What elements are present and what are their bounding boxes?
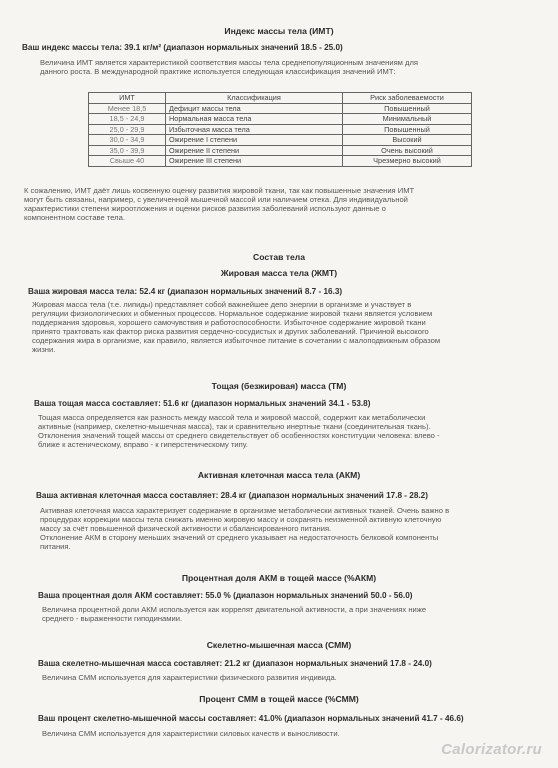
smm-result: Ваша скелетно-мышечная масса составляет: 21.2 кг (диапазон нормальных значений 17.8 - 24.0) (38, 659, 432, 668)
table-cell: Очень высокий (343, 145, 472, 156)
table-row (89, 135, 472, 146)
bmi-intro: Величина ИМТ является характеристикой соответствия массы тела среднепопуляционным значениям для данного роста. В международной практике используется следующая классификация значений ИМТ: (40, 58, 418, 77)
bmi-note: К сожалению, ИМТ даёт лишь косвенную оценку развития жировой ткани, так как повышенные значения ИМТ могут быть связаны, например, с увеличенной мышечной массой или наличием отека. Для индивидуальной характеристики степени жироотложения и оценки рисков развития заболеваний используют данные о компонентном составе тела. (24, 186, 415, 223)
smm-pct-title: Процент СММ в тощей массе (%СММ) (199, 694, 359, 704)
table-cell: Минимальный (343, 114, 472, 125)
bmi-title: Индекс массы тела (ИМТ) (224, 26, 334, 36)
acm-title: Активная клеточная масса тела (АКМ) (197, 470, 361, 480)
fat-title: Жировая масса тела (ЖМТ) (220, 268, 338, 278)
table-cell: Ожирение I степени (166, 135, 343, 146)
table-cell: 30,0 - 34,9 (89, 135, 166, 146)
fat-text: Жировая масса тела (т.е. липиды) представляет собой важнейшее депо энергии в организме и участвует в регуляции физиологических и обменных процессов. Нормальное содержание жировой ткани является условием поддержания здоровья, хорошего самочувствия и работоспособности. Избыточное содержание жировой ткани принято трактовать как фактор риска развития сердечно-сосудистых и других заболеваний. Причиной высокого содержания жира в организме, как правило, является избыточное питание в сочетании с малоподвижным образом жизни. (32, 300, 441, 355)
table-header-row (89, 93, 472, 104)
table-row (89, 103, 472, 114)
watermark: Calorizator.ru (441, 741, 542, 758)
lean-title: Тощая (безжировая) масса (ТМ) (211, 381, 347, 391)
table-row (89, 156, 472, 167)
table-row (89, 145, 472, 156)
table-cell: Высокий (343, 135, 472, 146)
acm-result: Ваша активная клеточная масса составляет: 28.4 кг (диапазон нормальных значений 17.8 - 28.2) (36, 491, 428, 500)
fat-result: Ваша жировая масса тела: 52.4 кг (диапазон нормальных значений 8.7 - 16.3) (28, 287, 343, 296)
table-header: ИМТ (89, 93, 166, 104)
table-row (89, 124, 472, 135)
table-cell: Повышенный (343, 124, 472, 135)
table-cell: 35,0 - 39,9 (89, 145, 166, 156)
table-cell: Свыше 40 (89, 156, 166, 167)
smm-title: Скелетно-мышечная масса (СММ) (206, 640, 352, 650)
table-cell: 18,5 - 24,9 (89, 114, 166, 125)
acm-pct-result: Ваша процентная доля АКМ составляет: 55.0 % (диапазон нормальных значений 50.0 - 56.0) (38, 591, 413, 600)
acm-pct-title: Процентная доля АКМ в тощей массе (%АКМ) (181, 573, 377, 583)
table-cell: Ожирение III степени (166, 156, 343, 167)
bmi-result: Ваш индекс массы тела: 39.1 кг/м² (диапазон нормальных значений 18.5 - 25.0) (22, 43, 343, 52)
lean-result: Ваша тощая масса составляет: 51.6 кг (диапазон нормальных значений 34.1 - 53.8) (34, 399, 371, 408)
lean-text: Тощая масса определяется как разность между массой тела и жировой массой, содержит как метаболически активные (например, скелетно-мышечная масса), так и сравнительно инертные ткани (соединительная ткань). Отклонения значений тощей массы от среднего свидетельствует об особенностях конституции человека: влево - ближе к астеническому, вправо - к гиперстеническому типу. (38, 413, 440, 450)
smm-pct-result: Ваш процент скелетно-мышечной массы составляет: 41.0% (диапазон нормальных значений 41.7 - 46.6) (38, 714, 464, 723)
table-cell: Чрезмерно высокий (343, 156, 472, 167)
table-cell: Дефицит массы тела (166, 103, 343, 114)
table-cell: Нормальная масса тела (166, 114, 343, 125)
smm-pct-text: Величина СММ используется для характеристики силовых качеств и выносливости. (42, 729, 340, 738)
table-cell: Повышенный (343, 103, 472, 114)
table-cell: Менее 18,5 (89, 103, 166, 114)
acm-text: Активная клеточная масса характеризует содержание в организме метаболически активных тканей. Очень важно в процедурах коррекции массы тела снижать именно жировую массу и сохранять неизменной активную клеточную массу за счёт повышенной физической активности и сбалансированного питания. Отклонение АКМ в сторону меньших значений от среднего указывает на недостаточность белковой компоненты питания. (40, 506, 450, 552)
table-header: Риск заболеваемости (343, 93, 472, 104)
table-cell: 25,0 - 29,9 (89, 124, 166, 135)
table-row (89, 114, 472, 125)
table-cell: Ожирение II степени (166, 145, 343, 156)
acm-pct-text: Величина процентной доли АКМ используется как коррелят двигательной активности, а при значениях ниже среднего - выраженности гиподинамии. (42, 605, 427, 624)
composition-title: Состав тела (252, 252, 305, 262)
bmi-classification-table (88, 92, 472, 167)
smm-text: Величина СММ используется для характеристики физического развития индивида. (42, 673, 337, 682)
table-cell: Избыточная масса тела (166, 124, 343, 135)
table-header: Классификация (166, 93, 343, 104)
